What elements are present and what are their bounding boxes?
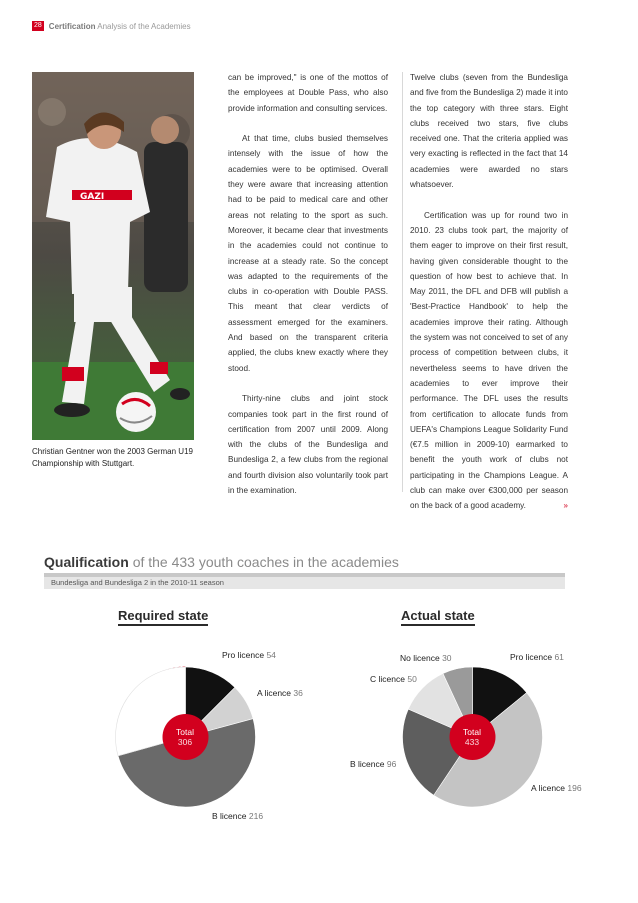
paragraph: Twelve clubs (seven from the Bundesliga and five from the Bundesliga 2) made it into the top category with three stars. Eight clubs received two stars, five clubs received one. That the criteria applied was very exacting is reflected in the fact that 14 academies were awarded no stars whatsoever. [410, 73, 568, 190]
pie-label-required-a: A licence 36 [257, 688, 303, 698]
pie-label-actual-none: No licence 30 [400, 653, 452, 663]
required-total [162, 727, 208, 747]
section-subtitle: Bundesliga and Bundesliga 2 in the 2010-11 season [44, 577, 565, 589]
paragraph-text: Certification was up for round two in 2010. 23 clubs took part, the majority of them eager to improve on their first result, having given considerable thought to the question of how best to achieve that. In May 2011, the DFL and DFB will publish a 'Best-Practice Handbook' to help the academies improve their rating. Although the system was not conceived to set of any process of competition between clubs, it nevertheless seems to have driven the academies to ever improve their performance. The DFL uses the results from certification to allocate funds from UEFA's Champions League Solidarity Fund (€7.5 million in 2009-10) earmarked to benefit the youth work of clubs not participating in the Champions League. A club can make over €300,000 per season on the back of a good academy. [410, 210, 568, 511]
required-total-label: Total [176, 727, 194, 737]
header-subtitle: Analysis of the Academies [97, 21, 191, 31]
paragraph: Thirty-nine clubs and joint stock companies took part in the first round of certification from 2007 until 2009. Along with the clubs of the Bundesliga and Bundesliga 2, a few clubs from the regional and fourth division also voluntarily took part in the examination. [228, 394, 388, 496]
end-mark: » [563, 501, 568, 511]
paragraph: can be improved," is one of the mottos of the employees at Double Pass, who also provide information and consulting services. [228, 73, 388, 113]
pie-label-actual-c: C licence 50 [370, 674, 417, 684]
pie-label-actual-a: A licence 196 [531, 783, 582, 793]
actual-total-value: 433 [464, 737, 480, 747]
pie-label-actual-b: B licence 96 [350, 759, 397, 769]
shirt-text: GAZI [80, 192, 105, 202]
header-section: Certification [48, 21, 96, 31]
required-total-value: 306 [177, 737, 193, 747]
pie-label-required-pro: Pro licence 54 [222, 650, 276, 660]
section-title-rest: of the 433 youth coaches in the academies [132, 554, 399, 570]
pie-label-required-b: B licence 216 [212, 811, 264, 821]
section-title-bold: Qualification [44, 554, 129, 570]
photo-caption: Christian Gentner won the 2003 German U19 Championship with Stuttgart. [32, 447, 193, 468]
paragraph: At that time, clubs busied themselves intensely with the issue of how the academies were to be optimised. Overall they were aware that increasing attention had to be paid to medical care and other areas not relating to the sport as such. Moreover, it became clear that investments in the academies could not continue to increase at a steady rate. So the concept was adapted to the requirements of the clubs in co-operation with Double PASS. This meant that clear verdicts of assessment emerged for the examiners. And based on the transparent criteria applied, the clubs knew exactly where they stood. [228, 134, 388, 373]
actual-total [449, 727, 495, 747]
chart-title-required: Required state [118, 608, 208, 626]
chart-title-actual: Actual state [401, 608, 475, 626]
page-number: 28 [34, 22, 42, 29]
pie-label-actual-pro: Pro licence 61 [510, 652, 564, 662]
actual-total-label: Total [463, 727, 481, 737]
